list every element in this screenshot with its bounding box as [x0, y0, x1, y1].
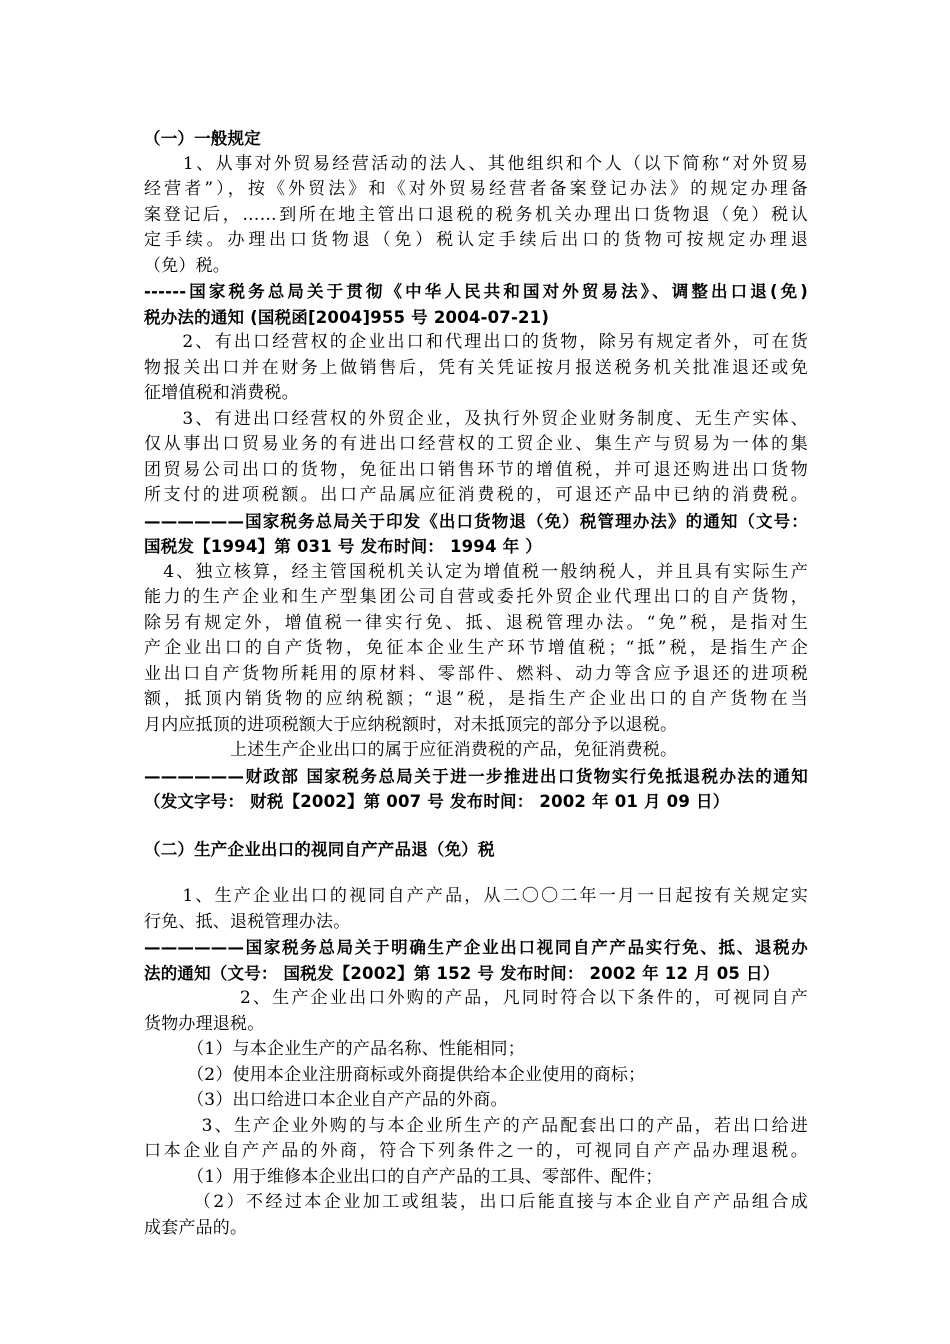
section2-item2-line: 2、生产企业出口外购的产品，凡同时符合以下条件的，可视同自产 [144, 988, 808, 1008]
section-spacer [144, 862, 808, 884]
section1-source3-line: （发文字号： 财税【2002】第 007 号 发布时间： 2002 年 01 月 09 日） [144, 792, 730, 811]
section1-source1-line: ------国家税务总局关于贯彻《中华人民共和国对外贸易法》、调整出口退(免) [144, 282, 808, 301]
section1-source1-line: 税办法的通知 (国税函[2004]955 号 2004-07-21) [144, 307, 550, 327]
section2-item3-condition: （1）用于维修本企业出口的自产产品的工具、零部件、配件； [144, 1166, 663, 1187]
section1-source2-line: 国税发【1994】第 031 号 发布时间： 1994 年 ） [144, 537, 542, 556]
section1-item3-line: 所支付的进项税额。出口产品属应征消费税的，可退还产品中已纳的消费税。 [144, 485, 808, 505]
section1-item4-line: 能力的生产企业和生产型集团公司自营或委托外贸企业代理出口的自产货物， [144, 587, 808, 607]
section1-item1-line: 定手续。办理出口货物退（免）税认定手续后出口的货物可按规定办理退 [144, 230, 808, 250]
section1-item2-line: 物报关出口并在财务上做销售后，凭有关凭证按月报送税务机关批准退还或免 [144, 357, 808, 378]
section1-item1-line: 1、从事对外贸易经营活动的法人、其他组织和个人（以下简称“对外贸易 [144, 153, 808, 174]
section1-item4-note: 上述生产企业出口的属于应征消费税的产品，免征消费税。 [144, 740, 678, 760]
section2-item3-condition: 成套产品的。 [144, 1217, 248, 1238]
section1-heading: （一）一般规定 [144, 129, 261, 148]
section1-item4-line: 业出口自产货物所耗用的原材料、零部件、燃料、动力等含应予退还的进项税 [144, 663, 808, 684]
section-spacer [144, 815, 808, 837]
section1-item3-line: 3、有进出口经营权的外贸企业，及执行外贸企业财务制度、无生产实体、 [144, 408, 808, 429]
section1-item1-line: 案登记后，……到所在地主管出口退税的税务机关办理出口货物退（免）税认 [144, 204, 808, 225]
section1-item4-line: 额，抵顶内销货物的应纳税额；“退”税，是指生产企业出口的自产货物在当 [144, 689, 808, 709]
section2-item2-condition: （2）使用本企业注册商标或外商提供给本企业使用的商标； [144, 1064, 646, 1085]
section2-item3-line: 3、生产企业外购的与本企业所生产的产品配套出口的产品，若出口给进 [144, 1115, 808, 1136]
section2-heading: （二）生产企业出口的视同自产产品退（免）税 [144, 839, 495, 859]
section2-item3-condition: （2）不经过本企业加工或组装，出口后能直接与本企业自产产品组合成 [144, 1192, 808, 1212]
section2-item1-line: 行免、抵、退税管理办法。 [144, 911, 351, 932]
section1-item4-line: 除另有规定外，增值税一律实行免、抵、退税管理办法。“免”税，是指对生 [144, 612, 808, 633]
section1-item4-line: 4、独立核算，经主管国税机关认定为增值税一般纳税人，并且具有实际生产 [144, 561, 808, 582]
section2-item2-condition: （1）与本企业生产的产品名称、性能相同； [144, 1039, 525, 1059]
section2-item3-line: 口本企业自产产品的外商，符合下列条件之一的，可视同自产产品办理退税。 [144, 1141, 808, 1161]
section1-item4-line: 产企业出口的自产货物，免征本企业生产环节增值税；“抵”税，是指生产企 [144, 638, 808, 658]
section1-item2-line: 征增值税和消费税。 [144, 383, 299, 403]
section1-item3-line: 仅从事出口贸易业务的有进出口经营权的工贸企业、集生产与贸易为一体的集 [144, 434, 808, 454]
section2-item2-line: 货物办理退税。 [144, 1013, 265, 1034]
section1-item1-line: （免）税。 [144, 255, 230, 276]
section1-item3-line: 团贸易公司出口的货物，免征出口销售环节的增值税，并可退还购进出口货物 [144, 459, 808, 480]
section1-source3-line: ——————财政部 国家税务总局关于进一步推进出口货物实行免抵退税办法的通知 [144, 766, 808, 786]
section1-source2-line: ——————国家税务总局关于印发《出口货物退（免）税管理办法》的通知（文号： [144, 511, 808, 531]
section1-item1-line: 经营者”），按《外贸法》和《对外贸易经营者备案登记办法》的规定办理备 [144, 179, 808, 199]
section2-source1-line: 法的通知（文号： 国税发【2002】第 152 号 发布时间： 2002 年 12 月 05 日） [144, 963, 780, 983]
document-page [144, 126, 808, 1241]
section2-item2-condition: （3）出口给进口本企业自产产品的外商。 [144, 1090, 508, 1110]
section1-item4-line: 月内应抵顶的进项税额大于应纳税额时，对未抵顶完的部分予以退税。 [144, 714, 678, 735]
section2-source1-line: ——————国家税务总局关于明确生产企业出口视同自产产品实行免、抵、退税办 [144, 938, 808, 957]
section1-item2-line: 2、有出口经营权的企业出口和代理出口的货物，除另有规定者外，可在货 [144, 332, 808, 352]
section2-item1-line: 1、生产企业出口的视同自产产品，从二〇〇二年一月一日起按有关规定实 [144, 886, 808, 906]
